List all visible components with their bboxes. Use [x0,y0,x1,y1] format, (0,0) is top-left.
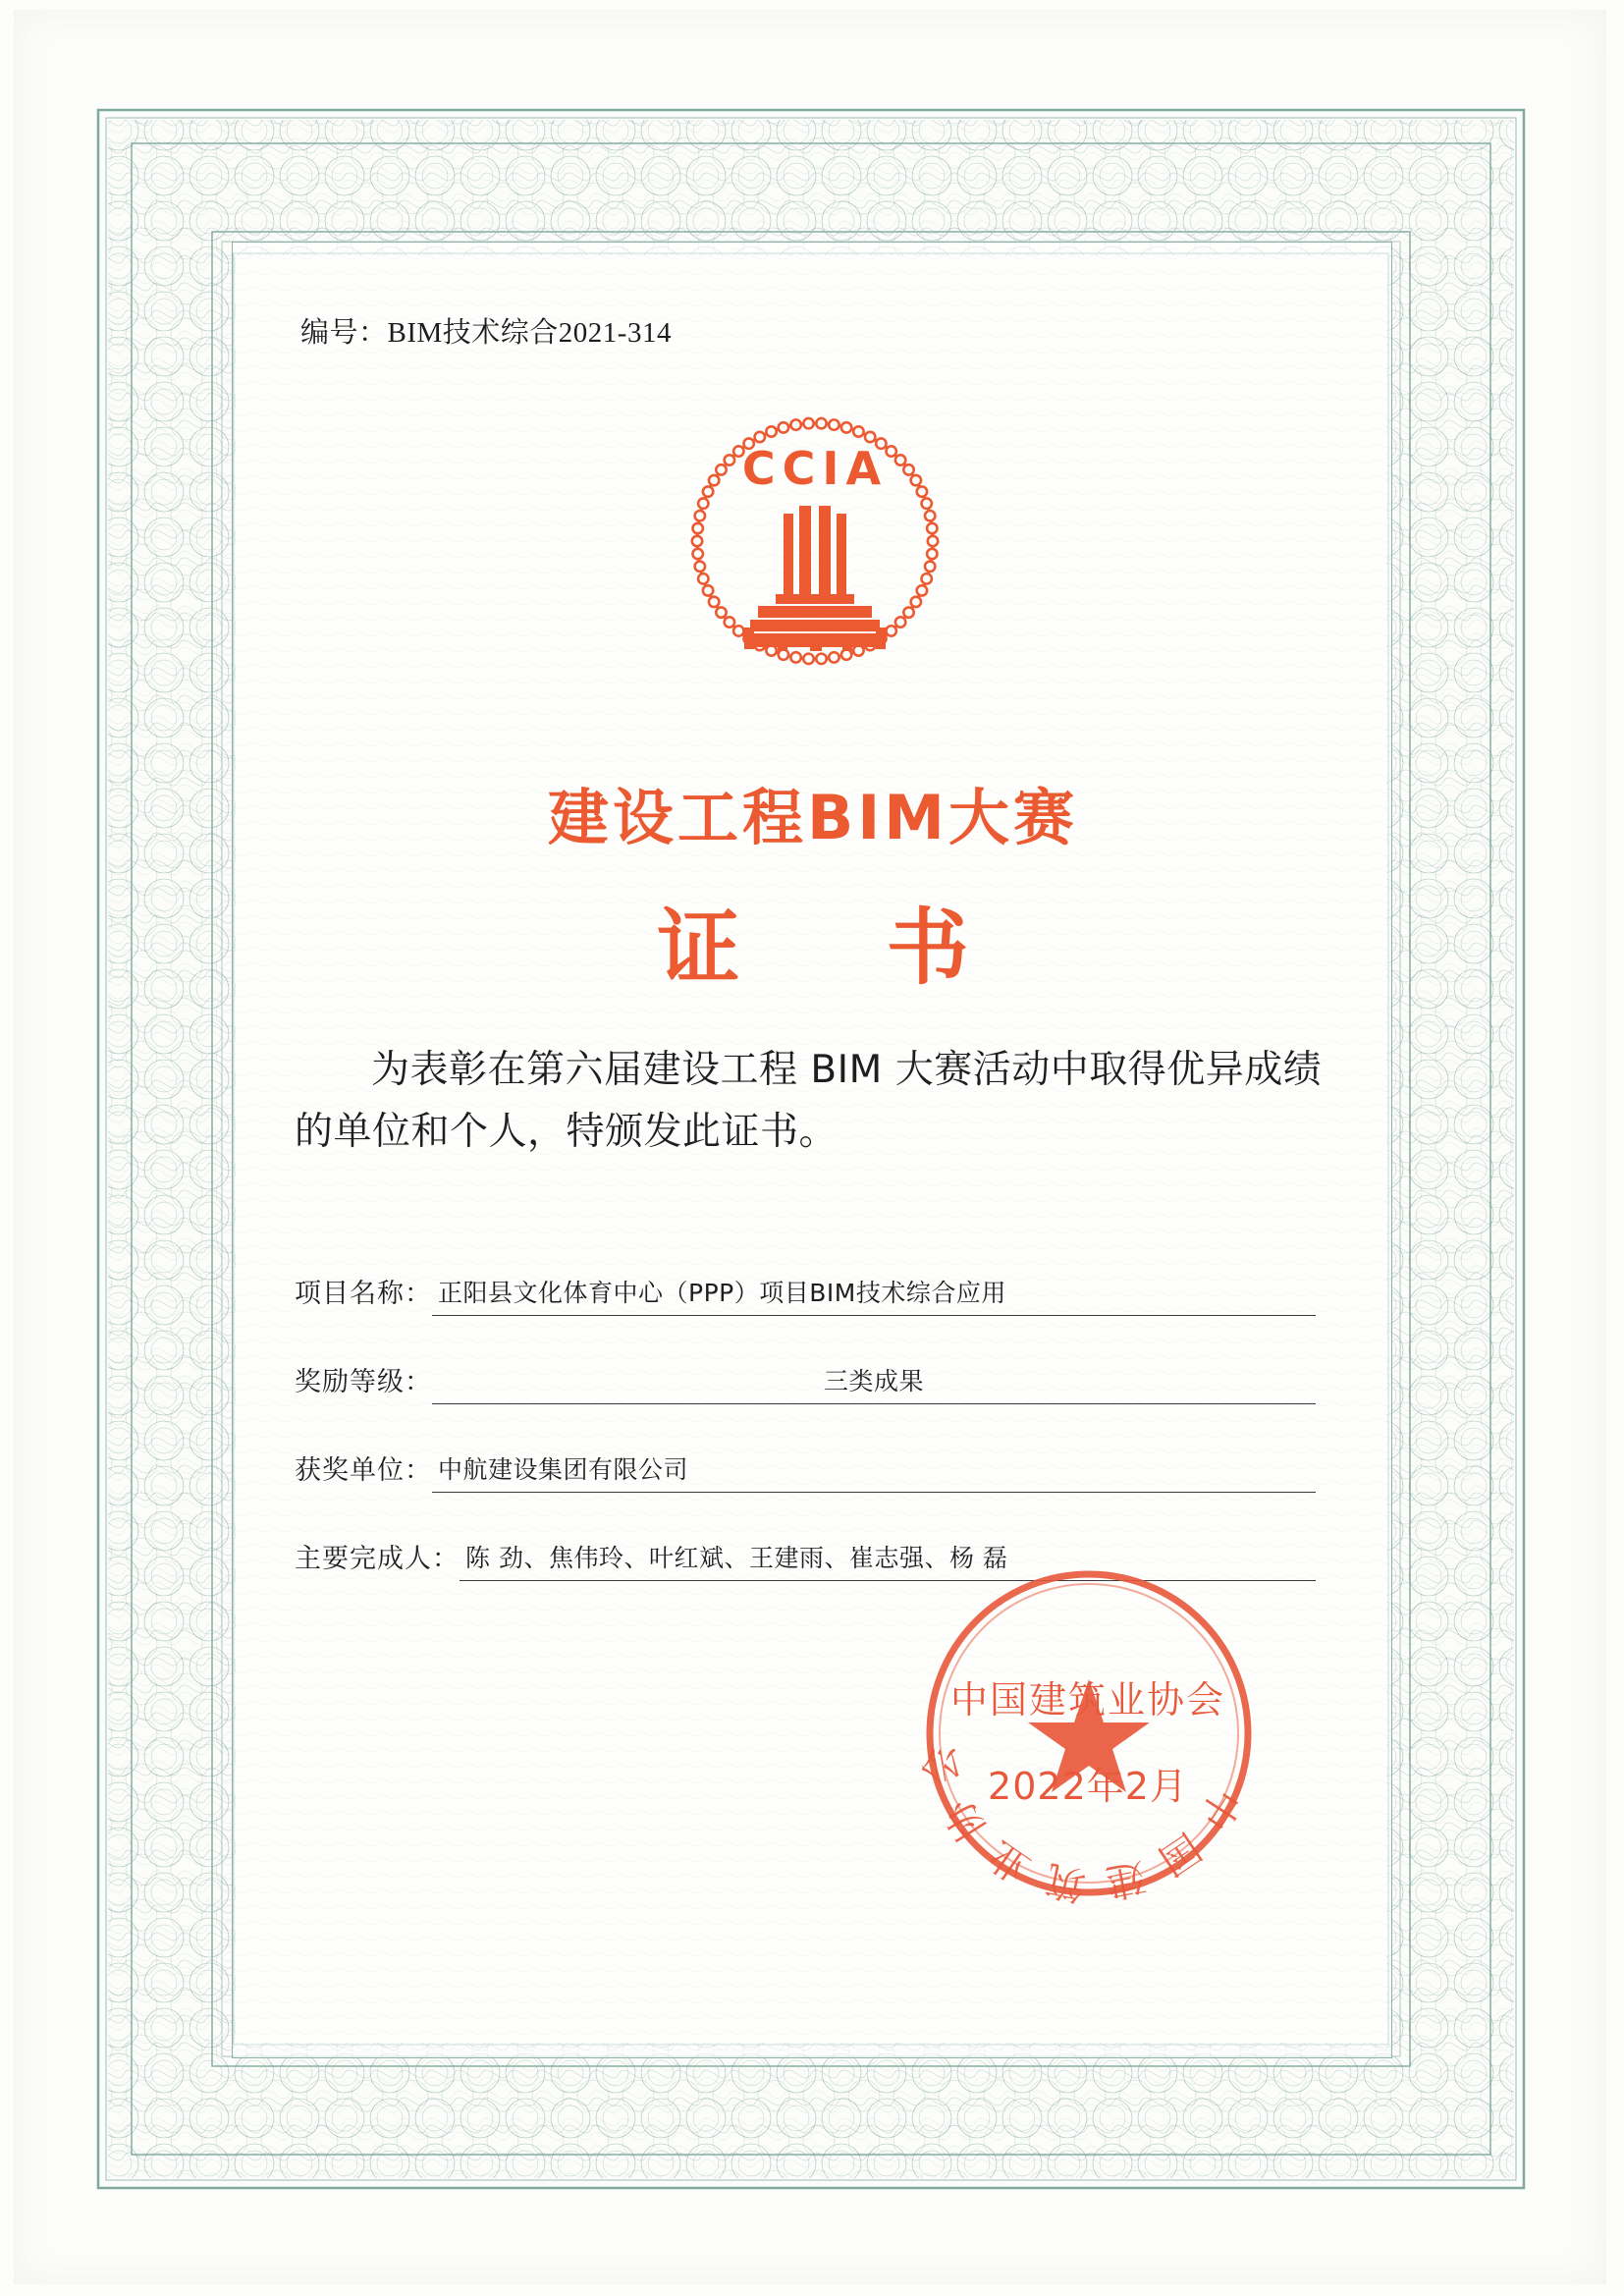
seal-issuer-text: 中国建筑业协会 [949,1678,1225,1722]
field-value-winning-unit: 中航建设集团有限公司 [438,1455,689,1484]
field-value-project-name: 正阳县文化体育中心（PPP）项目BIM技术综合应用 [438,1279,1006,1307]
certificate-content [234,244,1392,2058]
seal-issue-date: 2022年2月 [988,1765,1188,1808]
ccia-emblem-icon [668,396,962,690]
field-row-project-name [295,1261,1316,1316]
field-label-winning-unit: 获奖单位： [295,1455,432,1486]
field-underline-award-level [432,1362,1316,1404]
field-row-award-level [295,1349,1316,1404]
field-label-award-level: 奖励等级： [295,1367,432,1397]
ccia-emblem [668,396,962,690]
citation-paragraph: 为表彰在第六届建设工程 BIM 大赛活动中取得优异成绩的单位和个人，特颁发此证书。 [295,1048,1323,1155]
field-underline-project-name [432,1274,1316,1316]
svg-text:CCIA: CCIA [741,442,889,495]
certificate-heading: 证 书 [657,900,1028,996]
official-seal-icon [909,1554,1269,1913]
serial-number: 编号：BIM技术综合2021-314 [300,317,672,349]
field-value-main-contributors: 陈 劲、焦伟玲、叶红斌、王建雨、崔志强、杨 磊 [465,1544,1008,1572]
svg-text:中国建筑业协会: 中国建筑业协会 [913,1726,1249,1909]
field-underline-winning-unit [432,1450,1316,1493]
field-label-main-contributors: 主要完成人： [295,1544,460,1574]
field-value-award-level: 三类成果 [823,1367,924,1395]
field-label-project-name: 项目名称： [295,1279,432,1309]
contest-title: 建设工程BIM大赛 [547,782,1079,853]
field-row-winning-unit [295,1438,1316,1493]
official-seal [909,1554,1269,1913]
